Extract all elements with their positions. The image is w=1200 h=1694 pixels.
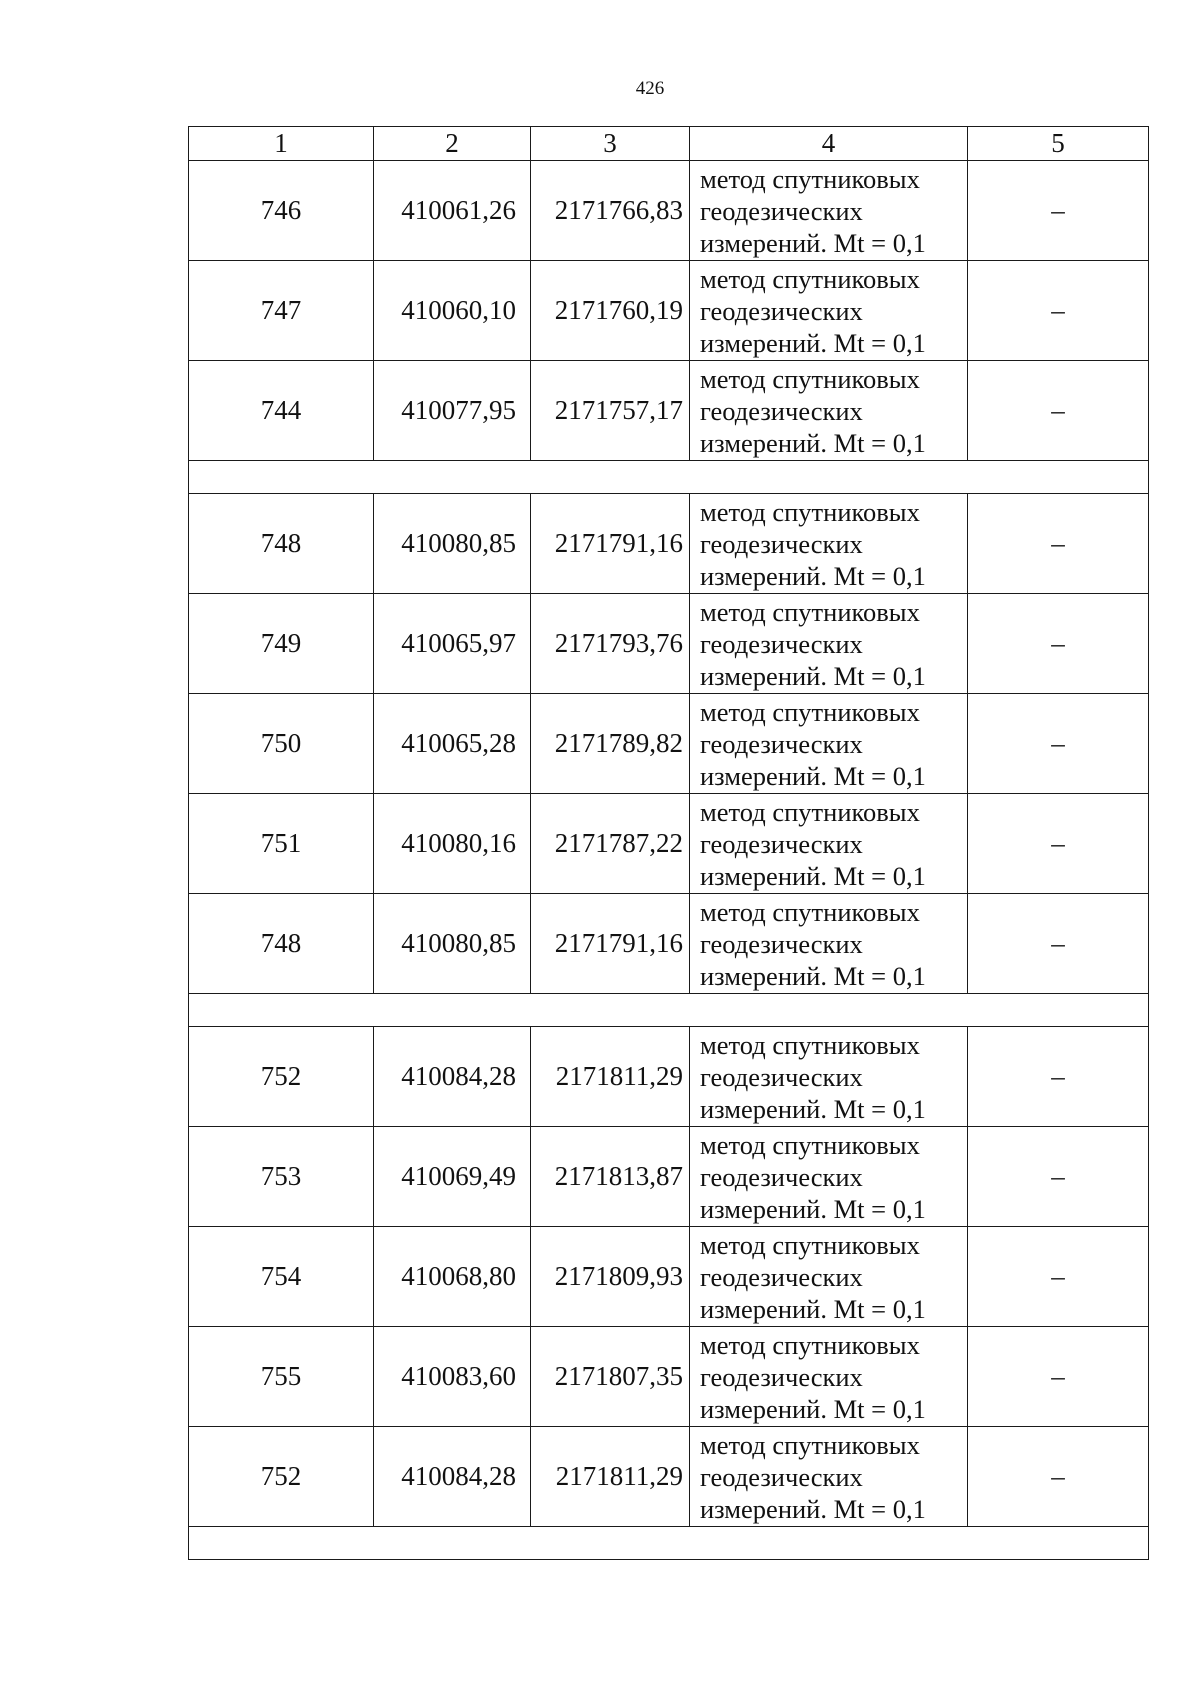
- x-coordinate-cell: 410060,10: [374, 261, 531, 361]
- point-number-cell: 748: [189, 494, 374, 594]
- method-line: метод спутниковых: [700, 496, 920, 527]
- y-coordinate-cell: 2171809,93: [531, 1227, 690, 1327]
- column-header: 4: [690, 127, 968, 161]
- y-coordinate-cell: 2171757,17: [531, 361, 690, 461]
- separator-cell: [189, 461, 1149, 494]
- point-number-cell: 752: [189, 1427, 374, 1527]
- method-line: измерений. Mt = 0,1: [700, 1293, 926, 1324]
- table-row: [189, 894, 1149, 994]
- method-cell: [690, 1227, 968, 1327]
- note-cell: –: [968, 1027, 1149, 1127]
- point-number-cell: 755: [189, 1327, 374, 1427]
- method-line: измерений. Mt = 0,1: [700, 660, 926, 691]
- note-cell: –: [968, 1227, 1149, 1327]
- note-cell: –: [968, 1327, 1149, 1427]
- table-row: [189, 1427, 1149, 1527]
- note-cell: –: [968, 361, 1149, 461]
- method-line: измерений. Mt = 0,1: [700, 560, 926, 591]
- method-line: геодезических: [700, 295, 863, 326]
- method-line: измерений. Mt = 0,1: [700, 1193, 926, 1224]
- note-cell: –: [968, 694, 1149, 794]
- method-line: метод спутниковых: [700, 596, 920, 627]
- y-coordinate-cell: 2171766,83: [531, 161, 690, 261]
- method-line: метод спутниковых: [700, 1329, 920, 1360]
- x-coordinate-cell: 410084,28: [374, 1427, 531, 1527]
- method-cell: [690, 161, 968, 261]
- method-line: измерений. Mt = 0,1: [700, 860, 926, 891]
- table-row: [189, 261, 1149, 361]
- x-coordinate-cell: 410084,28: [374, 1027, 531, 1127]
- note-cell: –: [968, 161, 1149, 261]
- table-row: [189, 1327, 1149, 1427]
- y-coordinate-cell: 2171811,29: [531, 1027, 690, 1127]
- method-line: метод спутниковых: [700, 263, 920, 294]
- x-coordinate-cell: 410068,80: [374, 1227, 531, 1327]
- method-cell: [690, 1427, 968, 1527]
- x-coordinate-cell: 410080,85: [374, 494, 531, 594]
- point-number-cell: 749: [189, 594, 374, 694]
- method-line: геодезических: [700, 528, 863, 559]
- page-number: 426: [635, 78, 665, 99]
- y-coordinate-cell: 2171760,19: [531, 261, 690, 361]
- point-number-cell: 744: [189, 361, 374, 461]
- point-number-cell: 750: [189, 694, 374, 794]
- table-separator-row: [189, 994, 1149, 1027]
- note-cell: –: [968, 594, 1149, 694]
- x-coordinate-cell: 410065,28: [374, 694, 531, 794]
- table-separator-row: [189, 461, 1149, 494]
- x-coordinate-cell: 410080,85: [374, 894, 531, 994]
- method-line: метод спутниковых: [700, 896, 920, 927]
- method-line: метод спутниковых: [700, 1129, 920, 1160]
- method-line: измерений. Mt = 0,1: [700, 1393, 926, 1424]
- separator-cell: [189, 1527, 1149, 1560]
- method-line: геодезических: [700, 1061, 863, 1092]
- y-coordinate-cell: 2171793,76: [531, 594, 690, 694]
- method-line: измерений. Mt = 0,1: [700, 960, 926, 991]
- table-row: [189, 794, 1149, 894]
- method-line: геодезических: [700, 195, 863, 226]
- point-number-cell: 747: [189, 261, 374, 361]
- separator-cell: [189, 994, 1149, 1027]
- method-line: измерений. Mt = 0,1: [700, 1493, 926, 1524]
- table-body: [189, 127, 1149, 1560]
- x-coordinate-cell: 410065,97: [374, 594, 531, 694]
- table-row: [189, 594, 1149, 694]
- table-separator-row: [189, 1527, 1149, 1560]
- method-line: измерений. Mt = 0,1: [700, 327, 926, 358]
- note-cell: –: [968, 894, 1149, 994]
- method-cell: [690, 1127, 968, 1227]
- method-cell: [690, 1027, 968, 1127]
- table-row: [189, 161, 1149, 261]
- point-number-cell: 752: [189, 1027, 374, 1127]
- table-row: [189, 1127, 1149, 1227]
- method-line: геодезических: [700, 395, 863, 426]
- y-coordinate-cell: 2171813,87: [531, 1127, 690, 1227]
- table-row: [189, 694, 1149, 794]
- note-cell: –: [968, 1127, 1149, 1227]
- column-header: 5: [968, 127, 1149, 161]
- point-number-cell: 753: [189, 1127, 374, 1227]
- note-cell: –: [968, 1427, 1149, 1527]
- note-cell: –: [968, 494, 1149, 594]
- method-cell: [690, 794, 968, 894]
- y-coordinate-cell: 2171791,16: [531, 494, 690, 594]
- method-line: геодезических: [700, 628, 863, 659]
- column-header: 1: [189, 127, 374, 161]
- method-line: геодезических: [700, 728, 863, 759]
- method-line: геодезических: [700, 1361, 863, 1392]
- method-line: метод спутниковых: [700, 363, 920, 394]
- y-coordinate-cell: 2171811,29: [531, 1427, 690, 1527]
- note-cell: –: [968, 794, 1149, 894]
- method-line: метод спутниковых: [700, 1029, 920, 1060]
- method-line: метод спутниковых: [700, 163, 920, 194]
- point-number-cell: 754: [189, 1227, 374, 1327]
- y-coordinate-cell: 2171807,35: [531, 1327, 690, 1427]
- column-header: 2: [374, 127, 531, 161]
- table-row: [189, 1027, 1149, 1127]
- method-cell: [690, 894, 968, 994]
- column-header: 3: [531, 127, 690, 161]
- point-number-cell: 746: [189, 161, 374, 261]
- x-coordinate-cell: 410080,16: [374, 794, 531, 894]
- note-cell: –: [968, 261, 1149, 361]
- x-coordinate-cell: 410069,49: [374, 1127, 531, 1227]
- method-line: метод спутниковых: [700, 1429, 920, 1460]
- table-row: [189, 361, 1149, 461]
- method-cell: [690, 694, 968, 794]
- coordinates-table: [188, 126, 1149, 1560]
- method-cell: [690, 594, 968, 694]
- method-line: измерений. Mt = 0,1: [700, 1093, 926, 1124]
- point-number-cell: 748: [189, 894, 374, 994]
- method-cell: [690, 1327, 968, 1427]
- method-line: измерений. Mt = 0,1: [700, 227, 926, 258]
- x-coordinate-cell: 410083,60: [374, 1327, 531, 1427]
- method-line: измерений. Mt = 0,1: [700, 427, 926, 458]
- method-line: метод спутниковых: [700, 1229, 920, 1260]
- table-row: [189, 1227, 1149, 1327]
- y-coordinate-cell: 2171789,82: [531, 694, 690, 794]
- table-row: [189, 494, 1149, 594]
- method-line: геодезических: [700, 828, 863, 859]
- method-cell: [690, 361, 968, 461]
- method-line: геодезических: [700, 1461, 863, 1492]
- method-line: измерений. Mt = 0,1: [700, 760, 926, 791]
- x-coordinate-cell: 410077,95: [374, 361, 531, 461]
- y-coordinate-cell: 2171787,22: [531, 794, 690, 894]
- x-coordinate-cell: 410061,26: [374, 161, 531, 261]
- method-line: геодезических: [700, 928, 863, 959]
- point-number-cell: 751: [189, 794, 374, 894]
- y-coordinate-cell: 2171791,16: [531, 894, 690, 994]
- method-cell: [690, 261, 968, 361]
- method-cell: [690, 494, 968, 594]
- method-line: метод спутниковых: [700, 696, 920, 727]
- table-header-row: [189, 127, 1149, 161]
- method-line: метод спутниковых: [700, 796, 920, 827]
- method-line: геодезических: [700, 1161, 863, 1192]
- method-line: геодезических: [700, 1261, 863, 1292]
